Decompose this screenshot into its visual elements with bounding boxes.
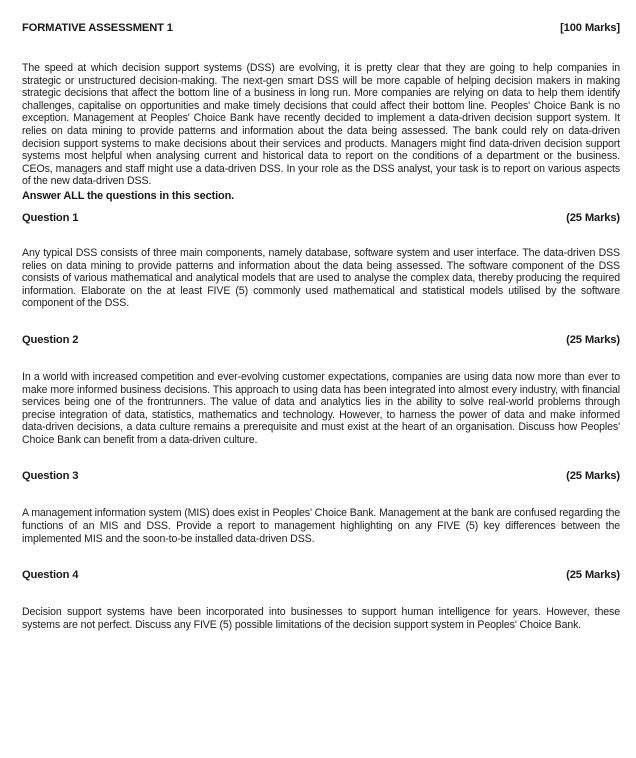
question-3-title: Question 3	[22, 470, 79, 483]
question-3-marks: (25 Marks)	[566, 470, 620, 483]
question-2-title: Question 2	[22, 333, 79, 346]
document-header	[22, 22, 620, 34]
question-1-title: Question 1	[22, 211, 79, 224]
question-2-heading	[22, 334, 620, 346]
question-4-heading	[22, 569, 620, 581]
instruction-text: Answer ALL the questions in this section.	[22, 189, 235, 202]
question-3-text: A management information system (MIS) does exist in Peoples' Choice Bank. Management at the bank are confused regarding the functions of an MIS and DSS. Provide a report to management highlighting on any FIVE (5) key differences between the implemented MIS and the soon-to-be installed data-driven DSS.	[22, 507, 620, 545]
document-page	[22, 22, 620, 631]
question-4-marks: (25 Marks)	[566, 569, 620, 582]
assessment-title: FORMATIVE ASSESSMENT 1	[22, 22, 173, 34]
question-4-text: Decision support systems have been incorporated into businesses to support human intelligence for years. However, these systems are not perfect. Discuss any FIVE (5) possible limitations of the decision support system in Peoples' Choice Bank.	[22, 606, 620, 631]
question-4-title: Question 4	[22, 569, 79, 582]
question-3-heading	[22, 470, 620, 482]
total-marks: [100 Marks]	[560, 22, 620, 34]
question-1-heading	[22, 212, 620, 224]
intro-paragraph: The speed at which decision support systems (DSS) are evolving, it is pretty clear that they are going to help companies in strategic or unstructured decision-making. The next-gen smart DSS will be more capable of helping decision makers in making strategic decisions that affect the bottom line of a business in long run. More companies are relying on data to help them identify challenges, capitalise on opportunities and make timely decisions that could affect their bottom line. Peoples' Choice Bank is no exception. Management at Peoples' Choice Bank have recently decided to implement a data-driven decision support system. It relies on data mining to provide patterns and information about the data being assessed. The bank could rely on data-driven decision support systems to make decisions about their services and products. Managers might find data-driven decision support systems most helpful when analysing current and historical data to report on the conditions of a department or the business. CEOs, managers and staff might use a data-driven DSS. In your role as the DSS analyst, your task is to report on various aspects of the new data-driven DSS.	[22, 62, 620, 188]
question-2-marks: (25 Marks)	[566, 333, 620, 346]
question-1-marks: (25 Marks)	[566, 211, 620, 224]
question-1-text: Any typical DSS consists of three main components, namely database, software system and user interface. The data-driven DSS relies on data mining to provide patterns and information about the data being assessed. The software component of the DSS consists of various mathematical and analytical models that are used to analyse the complex data, thereby producing the required information. Elaborate on the at least FIVE (5) commonly used mathematical and statistical models utilised by the software component of the DSS.	[22, 246, 620, 310]
question-2-text: In a world with increased competition and ever-evolving customer expectations, companies are using data now more than ever to make more informed business decisions. This approach to using data has been integrated into almost every industry, with financial services being one of the frontrunners. The value of data and analytics lies in the ability to solve real-world problems through precise integration of data, statistics, mathematics and technology. However, to harness the power of data and make informed data-driven decisions, a data culture remains a prerequisite and must exist at the heart of an organisation. Discuss how Peoples' Choice Bank can benefit from a data-driven culture.	[22, 370, 620, 446]
